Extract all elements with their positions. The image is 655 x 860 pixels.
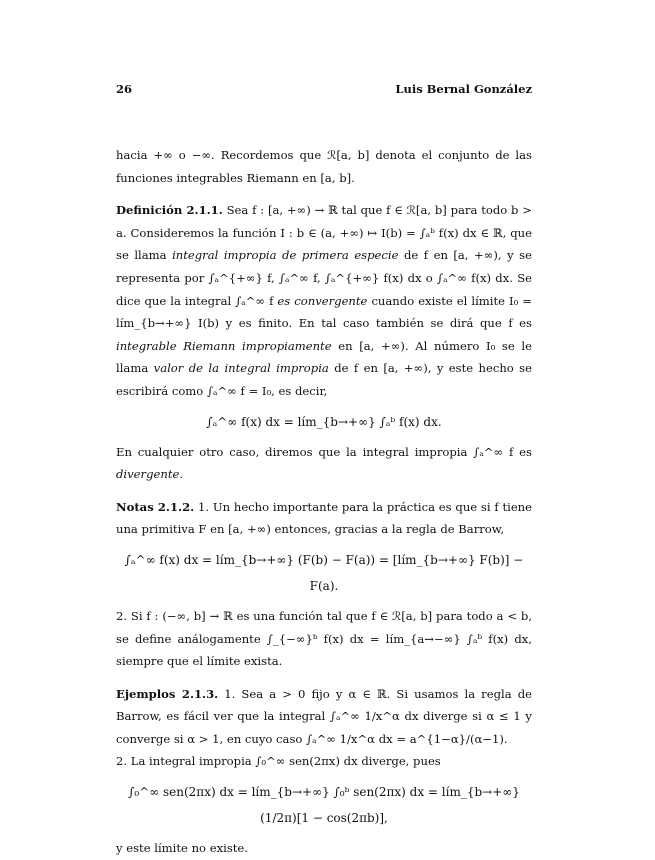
notes-text-1: 1. Un hecho importante para la práctica es que si f tiene una primitiva F en [a, +∞) entonces, gracias a la regla de Barrow, xyxy=(116,499,533,537)
intro-paragraph: hacia +∞ o −∞. Recordemos que ℛ[a, b] denota el conjunto de las funciones integrables Riemann en [a, b]. xyxy=(116,148,532,185)
definition-heading: Definición 2.1.1. xyxy=(116,203,223,218)
definition-text-3: cuando existe el límite I₀ = lím_{b→+∞} I(b) y es finito. En tal caso también se dirá que f es xyxy=(116,293,532,331)
definition-term-2: es convergente xyxy=(277,293,368,308)
author-name: Luis Bernal González xyxy=(395,82,532,96)
definition-text-1: Sea f : [a, +∞) → ℝ tal que f ∈ ℛ[a, b] para todo b > a. Consideremos la función I : b ∈ (a, +∞) ↦ I(b) = ∫ₐᵇ f(x) dx ∈ ℝ, que se llama xyxy=(116,203,532,263)
definition-term-1: integral impropia de primera especie xyxy=(172,248,399,263)
definition-equation: ∫ₐ^∞ f(x) dx = lím_{b→+∞} ∫ₐᵇ f(x) dx. xyxy=(206,414,442,429)
page-body xyxy=(116,144,532,860)
divergence-term: divergente xyxy=(116,467,180,482)
divergence-sentence xyxy=(116,441,532,486)
page-number: 26 xyxy=(116,82,133,96)
definition-text-2: de f en [a, +∞), y se representa por ∫ₐ^{+∞} f, ∫ₐ^∞ f, ∫ₐ^{+∞} f(x) dx o ∫ₐ^∞ f(x) dx. Se dice que la integral ∫ₐ^∞ f xyxy=(116,248,532,308)
examples-heading: Ejemplos 2.1.3. xyxy=(116,686,219,701)
definition-paragraph xyxy=(116,199,532,402)
definition-text-5: de f en [a, +∞), y este hecho se escribirá como ∫ₐ^∞ f = I₀, es decir, xyxy=(116,361,532,398)
sine-equation: ∫₀^∞ sen(2πx) dx = lím_{b→+∞} ∫₀ᵇ sen(2πx) dx = lím_{b→+∞} (1/2π)[1 − cos(2πb)], xyxy=(128,785,520,826)
examples-paragraph xyxy=(116,683,532,751)
running-header xyxy=(116,82,532,96)
divergence-text-1: En cualquier otro caso, diremos que la integral impropia ∫ₐ^∞ f es xyxy=(116,444,532,459)
examples-text-1: 1. Sea a > 0 fijo y α ∈ ℝ. Si usamos la regla de Barrow, es fácil ver que la integral ∫ₐ^∞ 1/x^α dx diverge si α ≤ 1 y converge si α > 1, en cuyo caso ∫ₐ^∞ 1/x^α dx = a^{1−α}/(α−1). xyxy=(116,686,532,746)
definition-text-4: en [a, +∞). Al número I₀ se le llama xyxy=(116,338,532,376)
notes-heading: Notas 2.1.2. xyxy=(116,499,195,514)
barrow-equation: ∫ₐ^∞ f(x) dx = lím_{b→+∞} (F(b) − F(a)) = [lím_{b→+∞} F(b)] − F(a). xyxy=(124,552,524,593)
examples-conclusion: y este límite no existe. xyxy=(116,841,248,856)
divergence-text-2: . xyxy=(179,467,184,482)
definition-term-4: valor de la integral impropia xyxy=(153,361,329,376)
examples-item-2: 2. La integral impropia ∫₀^∞ sen(2πx) dx diverge, pues xyxy=(116,754,441,769)
notes-item-2: 2. Si f : (−∞, b] → ℝ es una función tal que f ∈ ℛ[a, b] para todo a < b, se define análogamente ∫_{−∞}ᵇ f(x) dx = lím_{a→−∞} ∫ₐᵇ f(x) dx, siempre que el límite exista. xyxy=(116,608,532,669)
definition-term-3: integrable Riemann impropiamente xyxy=(116,338,332,353)
notes-paragraph xyxy=(116,496,532,541)
